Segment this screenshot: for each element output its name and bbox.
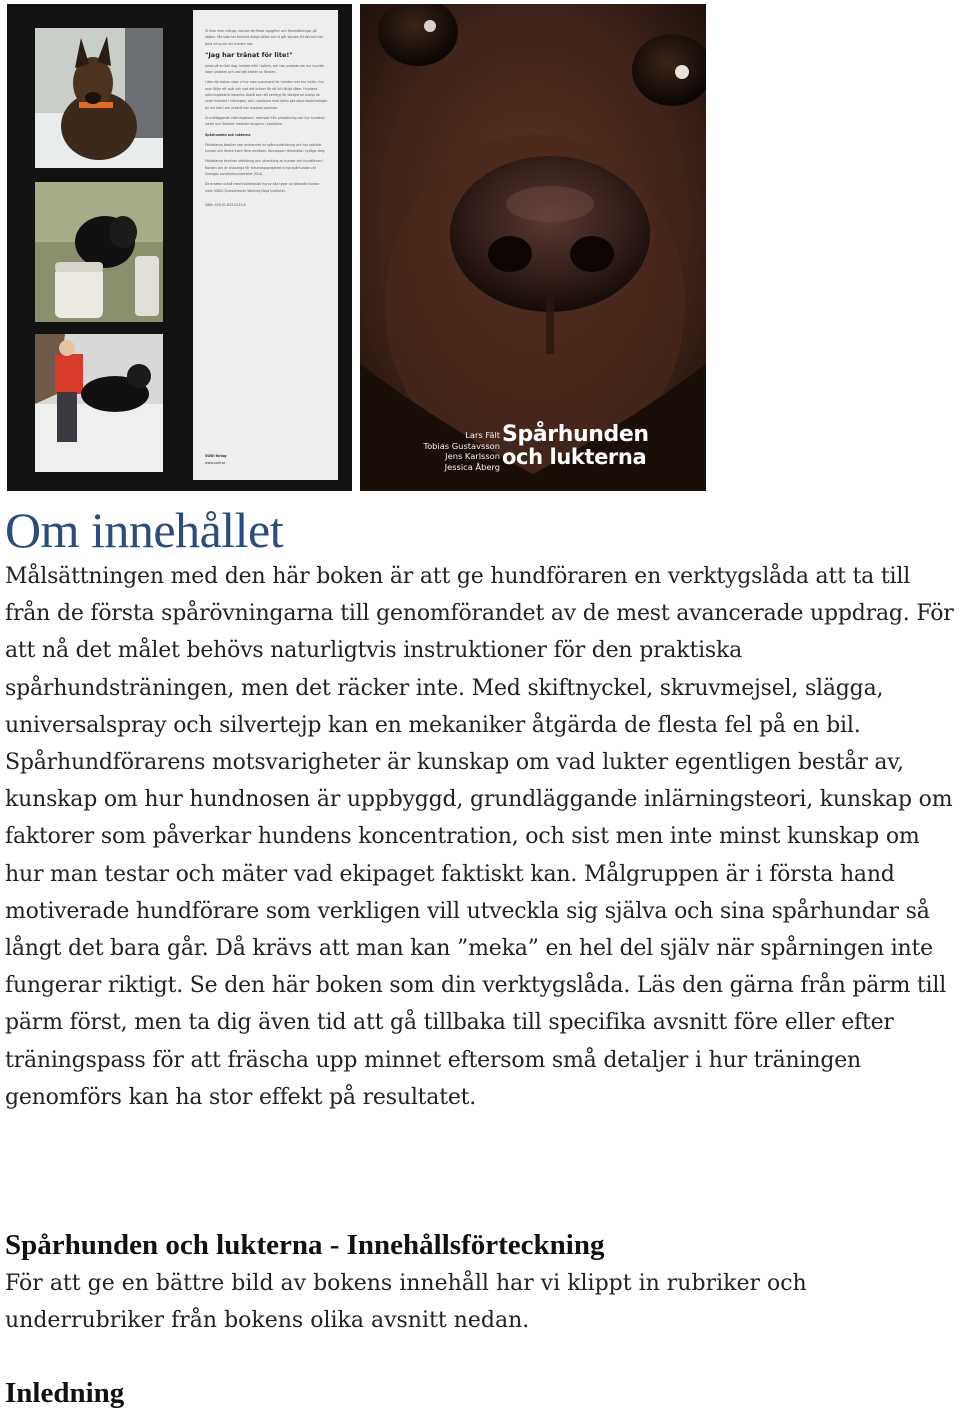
author-name: Jessica Åberg <box>444 461 500 472</box>
photo-handler-and-dog <box>35 334 163 472</box>
subheading-inledning: Inledning <box>5 1377 125 1409</box>
toc-intro-paragraph: För att ge en bättre bild av bokens innehåll har vi klippt in rubriker och underrubriker från bokens olika avsnitt nedan. <box>5 1271 807 1334</box>
isbn: ISBN: 978-91-633-0222-6 <box>205 202 246 207</box>
blurb-quote: "Jag har tränat för lite!" <box>205 50 293 59</box>
author-list <box>378 430 500 472</box>
photo-black-dog-jars <box>35 182 163 322</box>
book-back-cover <box>7 4 352 491</box>
toc-heading: Spårhunden och lukterna - Innehållsförteckning <box>5 1229 605 1261</box>
author-name: Tobias Gustavsson <box>423 440 500 451</box>
back-cover-blurb: Vi fixar hem många, kanske de flesta uppgifter och förutsättningar på vägen. Vår sida har kommit riktigt sällan och vi går kanske till det och har bara kring om att hunden ska. "Jag har tränat för lite!" Jonas på en kall dag, kanske mitt i spåret, och han pratade om hur hunden löser problem och vad det kräver av föraren. I den här boken visar vi hur man successivt lär hunden mer om lukter, hur man följer ett spår och vad det kräver för att bli riktigt säker. Hundens spårningsteknik beskrivs likaså som ett verktyg för detaljerad analys av varje moment i träningen, och i samband med detta ges stora beskrivningar av hur teori och praktik kan kopplas samman. Grundläggande inlärningsteori, exempel från prissättning och hur hundens lukter och flertalet metoder fungerar i praktiken. Spårhunden och lukterna Författarna besitter stor erfarenhet av spårhundsträning och har utbildat hundar och förare inom flera områden. Kunskapen förmedlas i tydliga steg. Författarna bedriver utbildning och utveckling av hundar och hundförare i Norden och är ansvariga för forskningsprojektet kring spårhundar vid Sveriges Lantbruksuniversitet (SLU). De arbetar också med kvalitetssäkring av alla typer av sökande hundar inom SWDI (Scandinavian Working Dogs Institute). ISBN: 978-91-633-0222-6 SWDI förlag www.swdi.se <box>193 10 338 480</box>
photo-shepherd-dog <box>35 28 163 168</box>
cover-title-line2: och lukterna <box>502 445 647 469</box>
cover-title-line1: Spårhunden <box>502 422 649 447</box>
section-heading: Om innehållet <box>5 502 284 558</box>
book-front-cover <box>360 4 706 491</box>
publisher: SWDI förlag www.swdi.se <box>205 454 227 465</box>
blurb-section-title: Spårhunden och lukterna <box>205 132 251 137</box>
author-name: Lars Fält <box>465 430 500 440</box>
intro-paragraph: Målsättningen med den här boken är att ge hundföraren en verktygslåda att ta till från de första spårövningarna till genomförandet av de mest avancerade uppdrag. För att nå det målet behövs naturligtvis instruktioner för den praktiska spårhundsträningen, men det räcker inte. Med skiftnyckel, skruvmejsel, slägga, universalspray och silvertejp kan en mekaniker åtgärda de flesta fel på en bil. Spårhundförarens motsvarigheter är kunskap om vad lukter egentligen består av, kunskap om hur hundnosen är uppbyggd, grundläggande inlärningsteori, kunskap om faktorer som påverkar hundens koncentration, och sist men inte minst kunskap om hur man testar och mäter vad ekipaget faktiskt kan. Målgruppen är i första hand motiverade hundförare som verkligen vill utveckla sig själva och sina spårhundar så långt det bara går. Då krävs att man kan ”meka” en hel del själv när spårningen inte fungerar riktigt. Se den här boken som din verktygslåda. Läs den gärna från pärm till pärm först, men ta dig även tid att gå tillbaka till specifika avsnitt före eller efter träningspass för att fräscha upp minnet eftersom små detaljer i hur träningen genomförs kan ha stor effekt på resultatet. <box>5 564 954 1110</box>
author-name: Jens Karlsson <box>445 451 500 462</box>
dog-face-illustration <box>360 4 706 491</box>
cover-title <box>502 423 649 469</box>
